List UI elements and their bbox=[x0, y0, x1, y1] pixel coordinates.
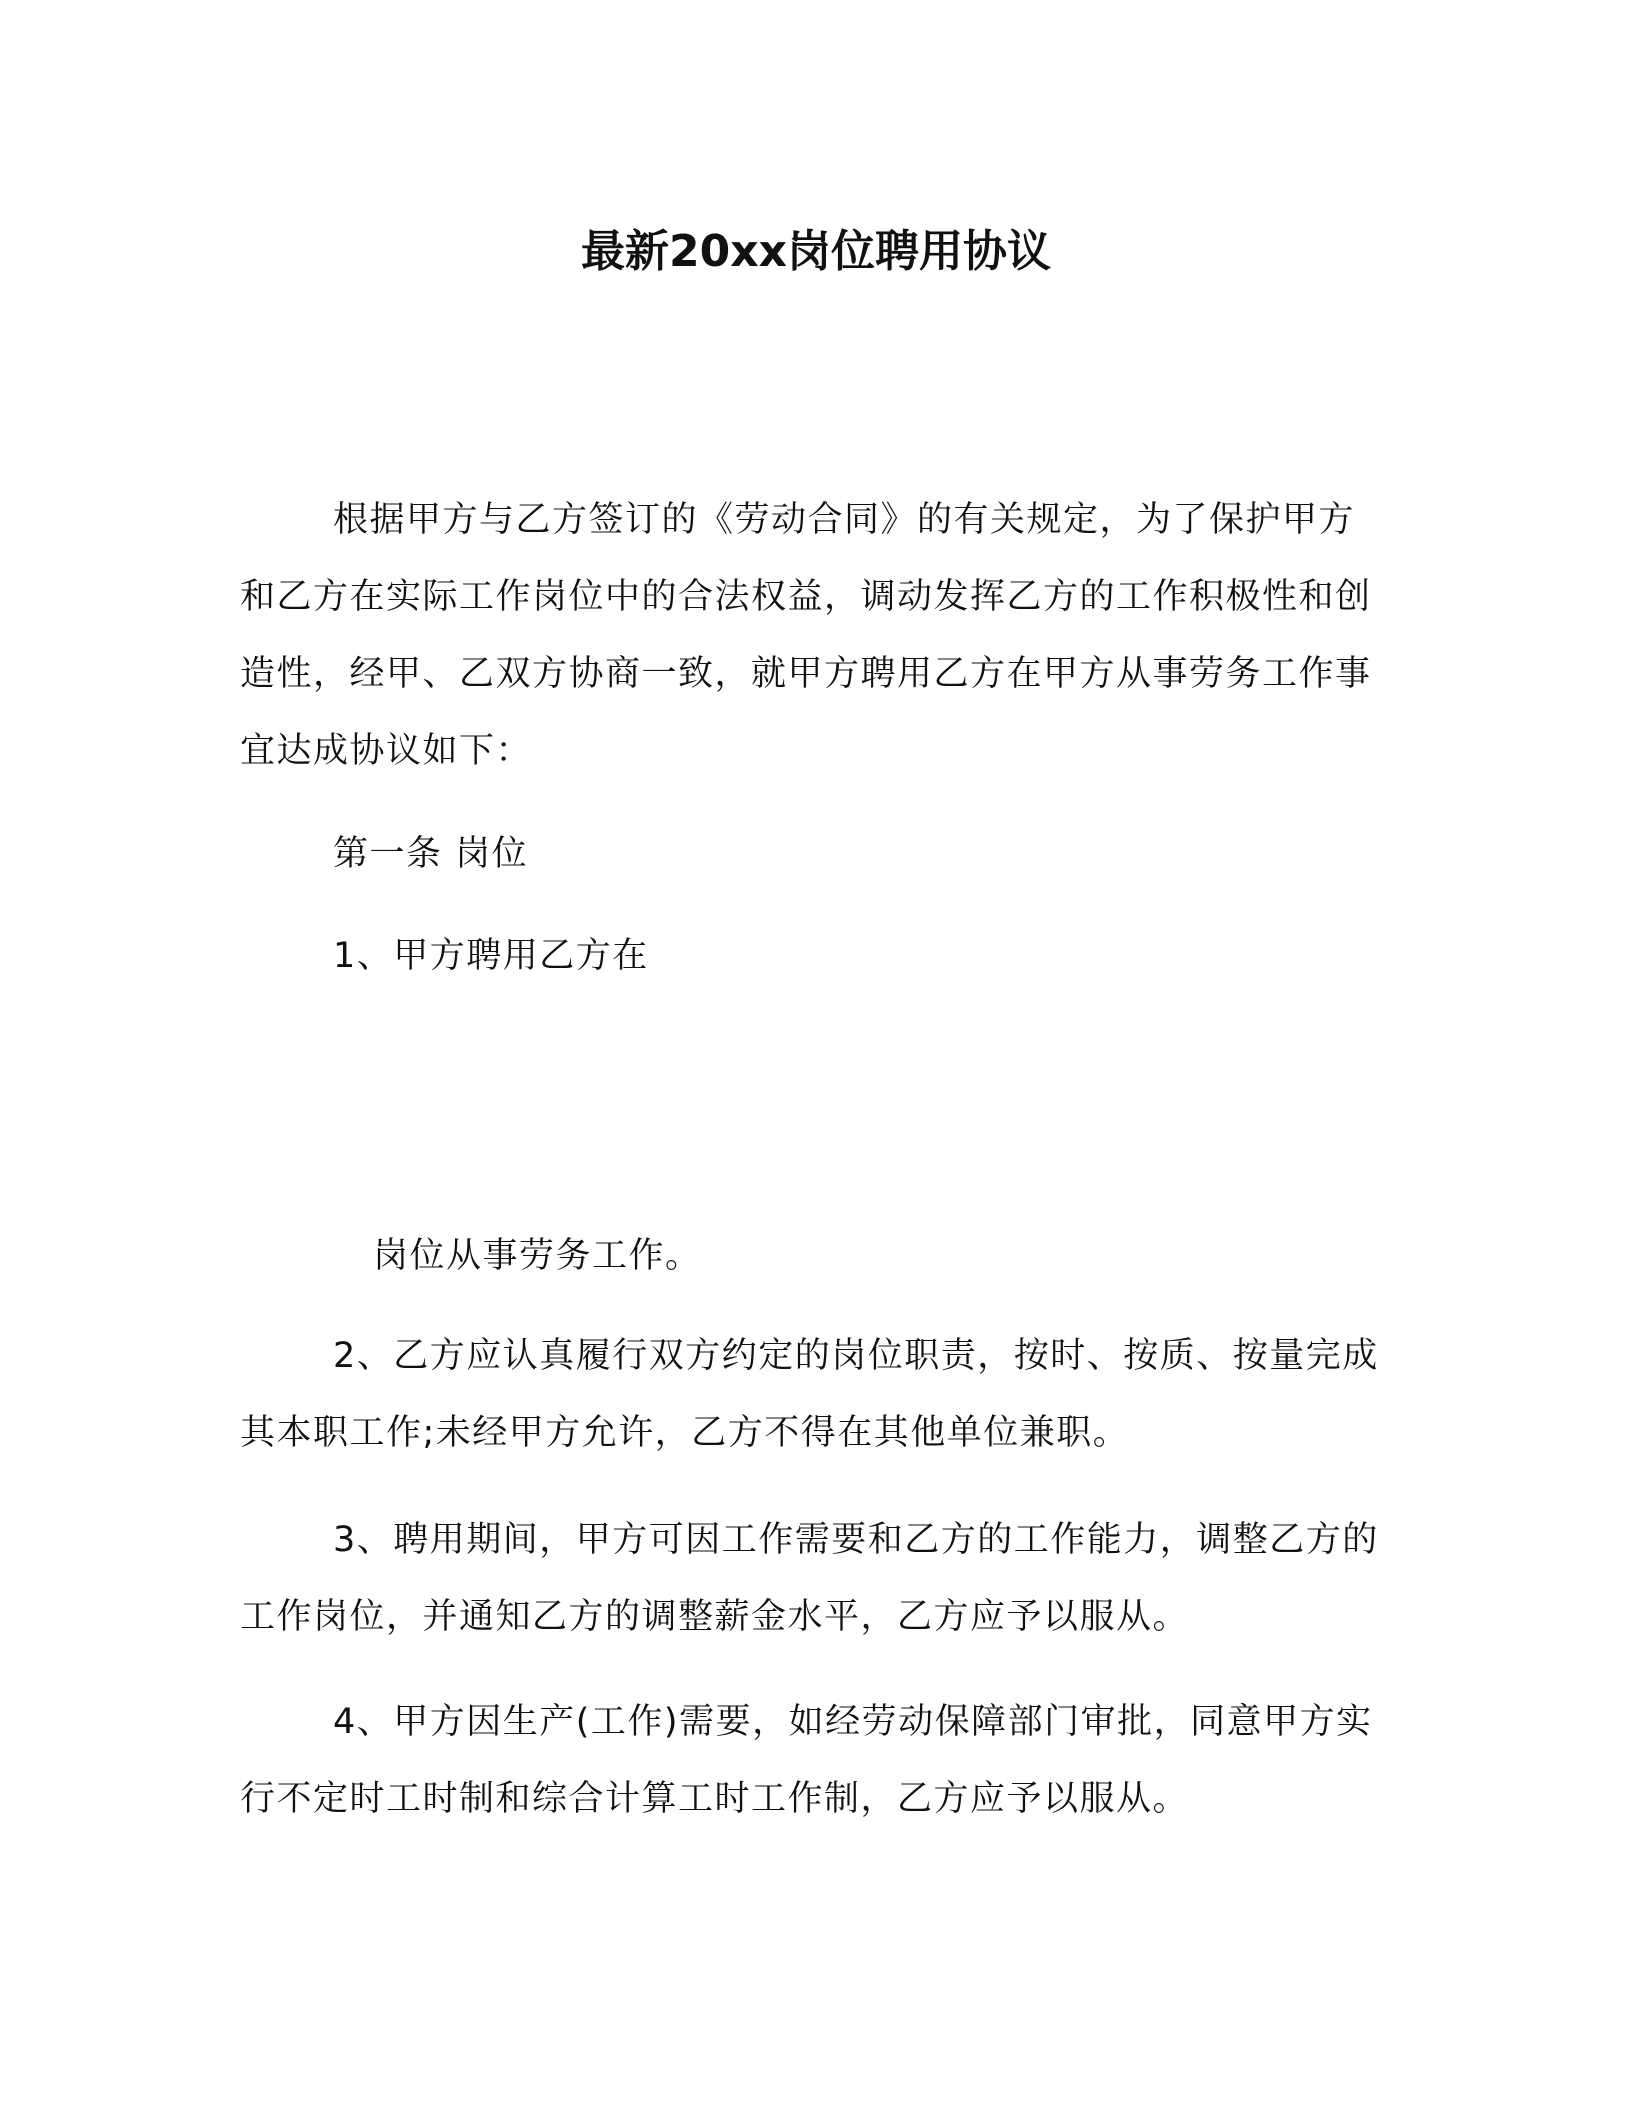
document-title: 最新20xx岗位聘用协议 bbox=[581, 226, 1051, 277]
item4-paragraph: 4、甲方因生产(工作)需要，如经劳动保障部门审批，同意甲方实行不定时工时制和综合计算工时工作制，乙方应予以服从。 bbox=[240, 1702, 1373, 1819]
item1-start: 1、甲方聘用乙方在 bbox=[333, 936, 649, 976]
article1-heading: 第一条 岗位 bbox=[333, 834, 529, 874]
intro-paragraph: 根据甲方与乙方签订的《劳动合同》的有关规定，为了保护甲方和乙方在实际工作岗位中的合法权益，调动发挥乙方的工作积极性和创造性，经甲、乙双方协商一致，就甲方聘用乙方在甲方从事劳务工作事宜达成协议如下： bbox=[240, 500, 1372, 771]
item2-paragraph: 2、乙方应认真履行双方约定的岗位职责，按时、按质、按量完成其本职工作;未经甲方允许，乙方不得在其他单位兼职。 bbox=[240, 1336, 1379, 1453]
item1-end: 岗位从事劳务工作。 bbox=[373, 1236, 702, 1276]
item3-paragraph: 3、聘用期间，甲方可因工作需要和乙方的工作能力，调整乙方的工作岗位，并通知乙方的调整薪金水平，乙方应予以服从。 bbox=[240, 1520, 1379, 1637]
